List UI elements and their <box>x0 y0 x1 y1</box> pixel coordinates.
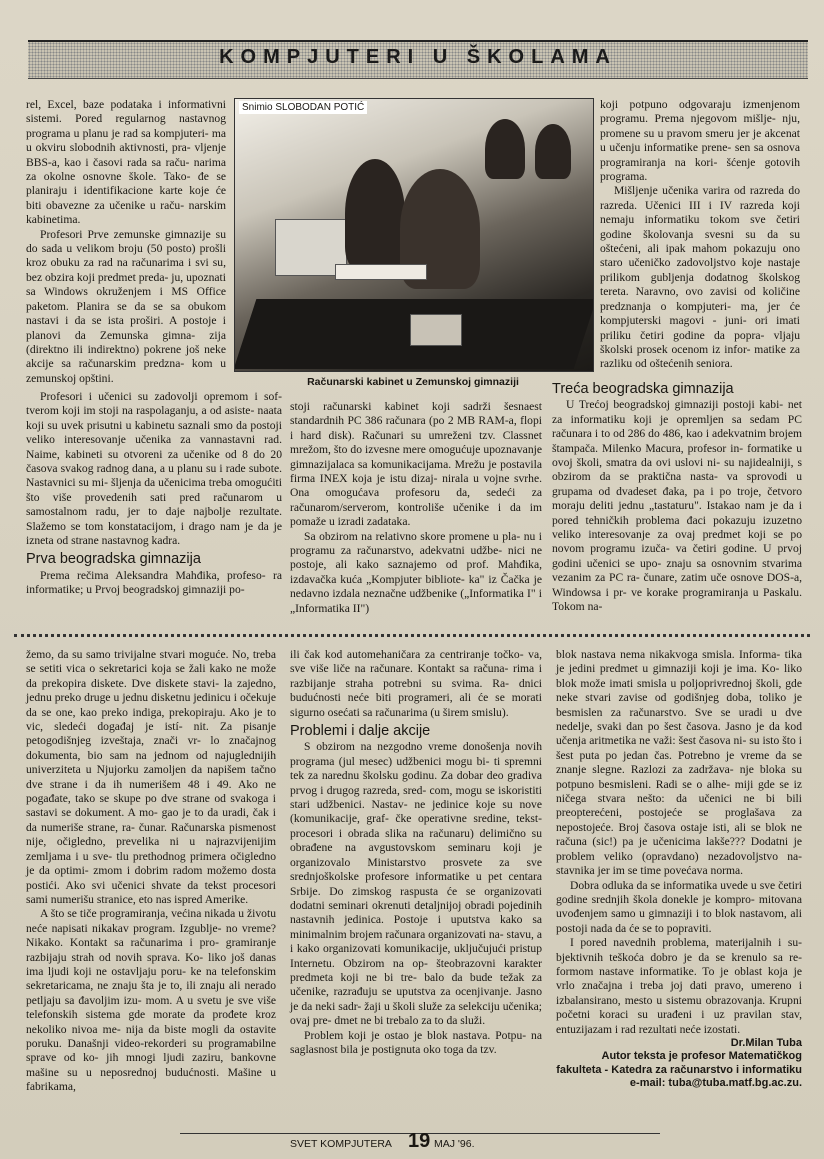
column-3-top <box>600 98 800 372</box>
paragraph: žemo, da su samo trivijalne stvari moguće. No, treba se setiti vica o sekretarici koja se žali kako ne može da prekopira diskete. Dve diskete stavi- la zajedno, jednu preko druge u jednu disketnu jedinicu i očekuje da se one, kao preko indiga, prekopiraju. Ako je to vic, sledeći događaj je istí- nit. Za pisanje petogodišnjeg izveštaja, znači vr- lo značajnog dokumenta, bio sam na jednom od najuglednijih univerziteta u Njujorku zamoljen da napišem tačno dve strane i da ih numerišem 48 i 49. Ako ne pogađate, tako se skupe po dve strane od svakoga i sastavi se dokument. A mo- gao je to da uradi, čak i da numeriše strane, ra- čunar. Računarska pismenost nije, očigledno, prevelika ni u najrazvijenijim zemljama i u sve- tlu prethodnog primera očigledno je da optimi- zmom i dobrim radom možemo dosta postići. Ako svi učenici shvate da tekst procesori sami numerišu stranice, eto nas ispred Amerike. <box>26 648 276 906</box>
column-1-bottom <box>26 648 276 1095</box>
book-image <box>410 314 462 346</box>
section-title: KOMPJUTERI U ŠKOLAMA <box>219 46 617 68</box>
author-bio: Autor teksta je profesor Matematičkog fakulteta - Katedra za računarstvo i informatiku <box>556 1050 802 1076</box>
paragraph: Profesori Prve zemunske gimnazije su do sada u velikom broju (50 posto) prošli kroz obuku za rad na računarima i svi su, bez obzira koji predmet preda- ju, upoznati sa Windows okruženjem i MS Office paketom. Planira se da se sa obukom nastavi i da se ista proširi. A postoje i planovi da Zemunska gimna- zija (direktno ili indirektno) pokrene još neke akcije sa računarskim predzna- kom u zemunskoj opštini. <box>26 227 226 385</box>
paragraph: ili čak kod automehaničara za centriranje točko- va, sve više liče na računare. Kontakt sa računa- rima i razbijanje straha potrebni su svima. Ra- dnici budućnosti neće biti programeri, ali će se morati sigurno osećati sa računarima (u širem smislu). <box>290 648 542 719</box>
paragraph: stoji računarski kabinet koji sadrži šesnaest standardnih PC 386 računara (po 2 MB RAM-a, flopi i hard disk). Računari su umreženi tzv. Classnet mrežom, što do izvesne mere omogućuje upoznavanje gimnazijalaca sa komunikacijama. Mrežu je postavila firma INEX koja je istu dizaj- nirala u vojne svrhe. Ona omogućava profesoru da, sedeći za računarom/serverom, kontroliše učenike i da im pomaže u izradi zadataka. <box>290 400 542 529</box>
classroom-photo <box>234 98 594 372</box>
footer-date: MAJ '96. <box>434 1138 475 1150</box>
section-divider <box>14 634 810 637</box>
paragraph: Dobra odluka da se informatika uvede u sve četiri godine srednjih škola donekle je kompro- mitovana uvođenjem samo u gimnaziji i to blok nastavom, ali postoji nada da će se to popraviti. <box>556 878 802 935</box>
paragraph: Problem koji je ostao je blok nastava. Potpu- na saglasnost bila je postignuta oko toga da tzv. <box>290 1028 542 1056</box>
paragraph: S obzirom na nezgodno vreme donošenja novih programa (jul mesec) udžbenici mogu bi- ti spremni tek za narednu školsku godinu. Za dobar deo gradiva prvog i drugog razreda, sred- com, mogu se iskoristiti stari udžbenici. Nastav- ne jedinice koje su nove (komunikacije, graf- čke operativne sredine, tekst-procesori i obrada slika na računaru) delimično su obrađene na avgustovskom seminaru koji je organizovalo Ministarstvo prosvete za sve srednjoškolske profesore informatike u pet centara Srbije. Do zimskog raspusta će se organizovati dodatni seminari okrenuti detaljnijoj obradi pojedinih nastavnih jedinica. Postoje i uputstva kako sa minimalnim brojem računara organizovati na- stavu, a i kako organizovati komunikacije, uključujući pristup Internetu. Obzirom na op- šteobrazovni karakter predmeta koji ne bi tre- balo da bude težak za učenike, razrađuju se uputstva za ocenjivanje. Jasno je da neki sadr- žaji u školi služe za selekciju učenika; ovaj pre- dmet ne bi trebalo za to da služi. <box>290 740 542 1028</box>
paragraph: A što se tiče programiranja, većina nikada u životu neće napisati nikakav program. Izgublje- no vreme? Nikako. Kontakt sa računarima i pro- gramiranje razbijaju strah od novih sprava. Ko- liko još danas ima ljudi koji ne ostavljaju poru- ke na telefonskim sekretaricama, ne znaju šta je to, ili znaju ali nerado petljaju sa đavoljim izu- mom. A u svetu je sve više telefonskih sistema gde morate da prođete kroz nekoliko nivoa me- nija da biste mogli da ostavite poruku. Današnji video-rekorderi su programabilne sprave od ko- jih mnogi ljudi zaziru, bankovne mašine su u neposrednoj budućnosti. Mašine u fabrikama, <box>26 907 276 1094</box>
author-email: e-mail: tuba@tuba.matf.bg.ac.zu. <box>629 1077 802 1090</box>
paragraph: I pored navednih problema, materijalnih i su- bjektivnih teškoća dobro je da se krenulo sa re- formom nastave informatike. To je oblast koja je vrlo značajna i treba joj dati pravo, umereno i izbalansirano, mesto u sistemu obrazovanja. Krupni početni koraci su urađeni i uz pravilan stav, entuzijazam i rad rezultati neće izostati. <box>556 936 802 1036</box>
paragraph: Profesori i učenici su zadovolji opremom i sof- tverom koji im stoji na raspolaganju, a od asiste- naata koji su uvek prisutni u kabinetu saznali smo da postoji veliko interesovanje učenika za vannastavni rad. Naime, kabineti su otvoreni za učenike od 8 do 20 časova svakog radnog dana, a u planu su i rade subote. Nastavnici su mi- šljenja da učenicima treba omogućiti što više provedenih sati pred računarom u samostalnom radu, jer to daje najbolje rezultate. Slažemo se tom konstatacijom, i drago nam je da je izneta od strane nastavnog kadra. <box>26 390 282 548</box>
paragraph: Sa obzirom na relativno skore promene u pla- nu i programu za računarstvo, adekvatni udžbe- nici ne postoje, ali kako saznajemo od prof. Mahđika, izdavačka kuća „Kompjuter bibliote- ka" iz Čačka je nedavno izdala neznačne udžbenike („Informatika I" i „Informatika II") <box>290 529 542 615</box>
student-image <box>535 124 571 179</box>
author-name: Dr.Milan Tuba <box>730 1036 802 1049</box>
subheading-treca: Treća beogradska gimnazija <box>552 381 734 397</box>
column-3-mid <box>552 378 802 615</box>
student-image <box>485 119 525 179</box>
paragraph: Mišljenje učenika varira od razreda do razreda. Učenici III i IV razreda koji nemaju informatiku tokom sve četiri godine školovanja svesni su da su oštećeni, ali ipak mahom pokazuju ono staro učeničko zadovoljstvo koje nastaje prilikom gubljenja dodatnog školskog tereta. Naravno, ovo zavisi od količine predznanja o kompjuteri- ma, jer će kompjuterski magovi - juni- ori imati priliku četiri godine da popra- vljaju školski prosek ocenom iz infor- matike za razliku od oštećenih seniora. <box>600 184 800 371</box>
paragraph: Prema rečima Aleksandra Mahđika, profeso- ra informatike; u Prvoj beogradskoj gimnaziji po- <box>26 568 282 597</box>
paragraph: U Trećoj beogradskoj gimnaziji postoji kabi- net za informatiku koji je opremljen sa sedam PC računara i to od 286 do 486, kao i adekvatnim brojem štampača. Milenko Macura, profesor in- formatike u ovoj školi, smatra da ovi uslovi ni- su najidealniji, s obzirom da se praktična nasta- va sprovodi u grupama od dvadeset đaka, pa i po troje, četvoro moraju deliti jednu „tastaturu". Istakao nam je da i pored tehničkih problema đaci pokazuju izuzetno veliko interesovanje za ovaj predmet koji se po novom programu izuča- va četiri godine. U prvoj godini učenici se upo- znaju sa osnovnim stvarima vezanim za PC ra- čunare, zatim uče osnove DOS-a, Windowsa i pr- ve korake programiranja u Paskalu. Tokom na- <box>552 398 802 614</box>
student-image <box>345 159 405 269</box>
subheading-prva: Prva beogradska gimnazija <box>26 551 201 568</box>
column-3-bottom <box>556 648 802 1091</box>
footer-page-number: 19 <box>408 1130 431 1152</box>
column-2-top <box>290 400 542 616</box>
paragraph: rel, Excel, baze podataka i informativni sistemi. Pored regularnog nastavnog programa u planu je rad sa kompjuteri- ma u okviru slobodnih aktivnosti, pra- vljenje BBS-a, kao i časovi rada sa raču- narima za okolne osnovne škole. Tako- đe se planiraju i identifikacione karte koje će biti obavezne za učenike u raču- narskim kabinetima. <box>26 98 226 227</box>
column-2-bottom <box>290 648 542 1057</box>
subheading-problemi: Problemi i dalje akcije <box>290 723 431 740</box>
photo-caption: Računarski kabinet u Zemunskoj gimnaziji <box>307 376 519 388</box>
paragraph: blok nastava nema nikakvoga smisla. Informa- tika je jedini predmet u gimnaziji koji je ima. Ko- liko blok može imati smisla u poljoprivrednoj školi, gde neke stvari zavise od godišnjeg doba, toliko je besmislen za računarstvo. Sve se uradi u dve nedelje, svaki dan po šest časova. Jasno je da kod učenja aritmetika ne važi: šest časova ni- su isto što i šest puta po jedan čas. Potrebno je vreme da se znanje slegne. Razlozi za zadržava- nje bloka su potpuno besmisleni. Radi se o alhe- miji gde se iz ničega stvara nešto: da učenici ne bi bili preopterećeni, postojeće se proglašava za nepostojeće. Broj časova ostaje isti, ali se blok ne računa (sic!) pa je učenicima lakše??? Dodatni je problem veliko (opravdano) nezadovoljstvo na- stavnika jer im se time povećava norma. <box>556 648 802 878</box>
keyboard-image <box>335 264 427 280</box>
column-1-mid <box>26 390 282 598</box>
paragraph: koji potpuno odgovaraju izmenjenom programu. Prema njegovom mišlje- nju, promene su u pravom smeru jer je akcenat u učenju informatike prene- sen sa osnova programiranja na kori- šćenje gotovih programa. <box>600 98 800 184</box>
footer-magazine: SVET KOMPJUTERA <box>290 1138 392 1150</box>
column-1-top <box>26 98 226 386</box>
photo-credit: Snimio SLOBODAN POTIĆ <box>239 101 367 114</box>
